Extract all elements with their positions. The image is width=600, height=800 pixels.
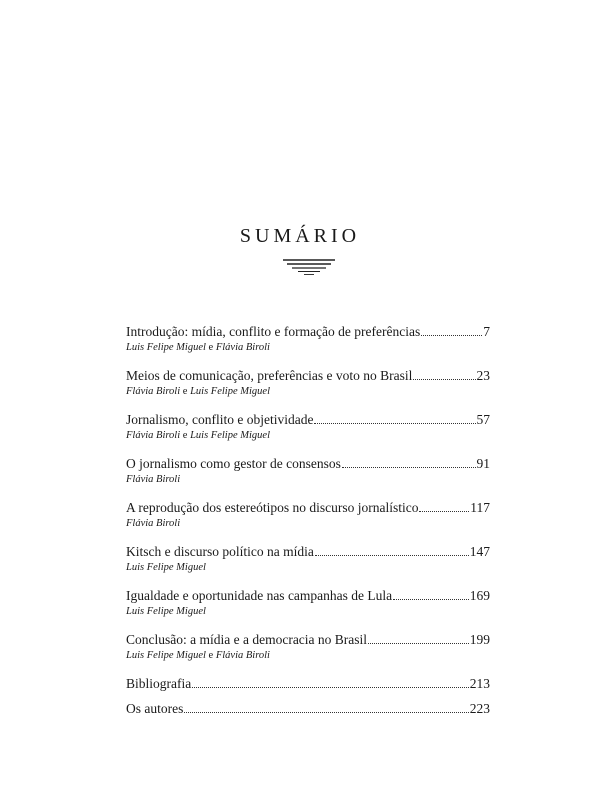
chapter-title: Jornalismo, conflito e objetividade [126,412,314,427]
dot-leader [419,511,469,512]
toc-entry[interactable] [126,322,490,355]
table-of-contents [126,322,490,724]
page-number: 147 [469,544,490,559]
toc-entry[interactable] [126,454,490,487]
toc-entry[interactable] [126,542,490,575]
dot-leader [421,335,482,336]
page-number: 7 [483,324,490,339]
chapter-authors [126,561,490,575]
ornament-divider [283,258,335,278]
chapter-title: Introdução: mídia, conflito e formação de preferências [126,324,421,339]
author-name: Flávia Biroli [126,386,181,397]
author-conjunction: e [182,430,188,441]
chapter-title: A reprodução dos estereótipos no discurso jornalístico [126,500,419,515]
page-number: 199 [469,632,490,647]
toc-entry[interactable] [126,674,490,693]
author-name: Luis Felipe Miguel [190,430,270,441]
dot-leader [192,687,469,688]
author-name: Luis Felipe Miguel [126,562,206,573]
author-name: Flávia Biroli [126,518,181,529]
page-number: 91 [476,456,490,471]
author-conjunction: e [208,650,214,661]
chapter-authors [126,517,490,531]
chapter-title: Meios de comunicação, preferências e voto no Brasil [126,368,413,383]
page-number: 223 [469,701,490,716]
author-name: Luis Felipe Miguel [126,650,206,661]
author-conjunction: e [208,342,214,353]
dot-leader [413,379,475,380]
page-number: 213 [469,676,490,691]
toc-entry[interactable] [126,630,490,663]
chapter-authors [126,341,490,355]
toc-entry[interactable] [126,410,490,443]
chapter-title: Igualdade e oportunidade nas campanhas de Lula [126,588,393,603]
toc-entry[interactable] [126,366,490,399]
toc-entry[interactable] [126,699,490,718]
chapter-authors [126,429,490,443]
dot-leader [314,423,475,424]
dot-leader [368,643,469,644]
chapter-title: Conclusão: a mídia e a democracia no Brasil [126,632,368,647]
author-conjunction: e [182,386,188,397]
chapter-authors [126,605,490,619]
author-name: Luis Felipe Miguel [126,342,206,353]
dot-leader [393,599,469,600]
chapter-title: Kitsch e discurso político na mídia [126,544,314,559]
chapter-authors [126,385,490,399]
author-name: Flávia Biroli [215,650,270,661]
chapter-title: O jornalismo como gestor de consensos [126,456,341,471]
author-name: Flávia Biroli [215,342,270,353]
dot-leader [315,555,469,556]
author-name: Luis Felipe Miguel [190,386,270,397]
toc-entry[interactable] [126,498,490,531]
chapter-authors [126,649,490,663]
chapter-authors [126,473,490,487]
toc-entry[interactable] [126,586,490,619]
page-number: 23 [476,368,490,383]
page-number: 57 [476,412,490,427]
chapter-title: Bibliografia [126,676,192,691]
author-name: Flávia Biroli [126,430,181,441]
author-name: Flávia Biroli [126,474,181,485]
chapter-title: Os autores [126,701,184,716]
page-number: 117 [470,500,490,515]
author-name: Luis Felipe Miguel [126,606,206,617]
page-title: SUMÁRIO [239,225,361,247]
dot-leader [342,467,476,468]
page-number: 169 [469,588,490,603]
dot-leader [184,712,468,713]
